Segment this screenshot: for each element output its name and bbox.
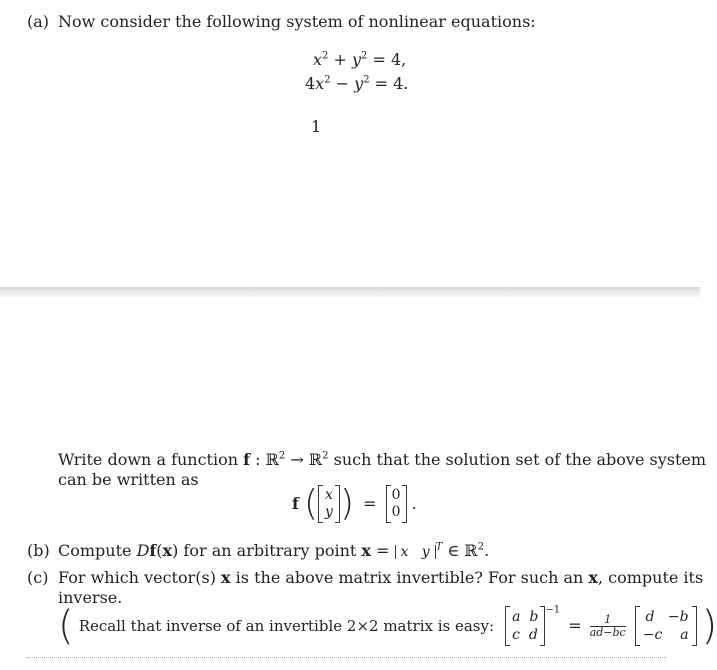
frac-num: 1 [590,614,626,627]
b-D: D [136,541,150,560]
part-a-text: Now consider the following system of nonlinear equations: [58,12,536,31]
page-separator [0,287,700,297]
row-y: y [421,543,430,560]
f-symbol-2: f [292,494,299,513]
eq2-rhs: = 4. [369,74,409,93]
c-text-3: , compute its [597,568,704,587]
zero-bottom: 0 [391,504,401,520]
b-x-2: x [361,541,371,560]
adj-a: a [680,627,689,643]
cut-off-line [27,663,667,669]
domain-exp: 2 [278,450,286,462]
input-vector [318,485,340,523]
recall-box: ( Recall that inverse of an invertible 2×2 matrix is easy: a b c $d^{-1}$ = $\frac{1}{ad-bc}$ d −b −c a ) [58,603,717,649]
c-text-4: inverse. [58,588,123,607]
part-a-label: (a) [27,12,50,31]
eq1-rhs: = 4, [367,50,407,69]
eq1-x: x [313,50,323,69]
f-symbol: f [243,450,251,469]
c-x: x [221,568,231,587]
period: . [411,494,417,513]
transpose: T [435,541,443,553]
eq1-x-exp: 2 [322,50,329,62]
inverse-exp: −1 [545,604,561,616]
b-in: ∈ ℝ [442,541,478,560]
fraction [590,614,626,639]
part-b-text [58,541,489,561]
write-text-2: such that the solution set of the above system [328,450,707,469]
c-text-2: is the above matrix invertible? For such an [230,568,589,587]
eq1-y-exp: 2 [361,50,368,62]
m-d: d [528,627,538,643]
frac-den: ad−bc [589,625,626,639]
c-text-1: For which vector(s) [58,568,222,587]
function-equation: f ( x y ) = 0 0 . [292,483,417,524]
equation-1 [313,50,406,70]
eq2-minus: − [330,74,355,93]
b-eq: = [370,541,395,560]
equals-sign: = [363,494,377,513]
page-number: 1 [311,117,322,136]
domain: : ℝ [250,450,279,469]
b-text-2: for an arbitrary point [178,541,362,560]
adj-neg-c: −c [642,627,663,643]
row-vector [395,545,436,559]
page-bottom [0,297,717,670]
eq2-x-exp: 2 [324,74,331,86]
b-f: f [149,541,157,560]
vec-x: x [325,487,333,503]
m-a: a [512,609,521,625]
matrix-adj [635,606,697,646]
vec-y: y [325,504,333,520]
eq2-y-exp: 2 [363,74,370,86]
zero-top: 0 [391,487,401,503]
recall-eq: = [568,616,582,635]
eq1-plus: + [328,50,352,69]
b-x: x [162,541,173,560]
b-end: . [484,541,490,560]
page-top [0,0,700,287]
m-b: b [529,609,539,625]
codomain: → ℝ [285,450,323,469]
b-text-1: Compute [58,541,137,560]
c-x-2: x [588,568,598,587]
row-x: x [400,543,409,560]
eq2-y: y [354,74,364,93]
matrix-abcd [505,606,545,646]
recall-text: Recall that inverse of an invertible 2×2 matrix is easy: [78,617,495,635]
b-in-exp: 2 [477,541,485,553]
codomain-exp: 2 [322,450,329,462]
b-close: ) [172,541,179,560]
m-c: c [512,627,520,643]
eq1-y: y [351,50,362,69]
adj-d: d [645,609,655,625]
part-c-label: (c) [27,568,49,587]
b-open: ( [156,541,163,560]
write-text-3: can be written as [58,470,199,489]
eq2-coef: 4 [305,74,316,93]
part-b-label: (b) [27,541,50,560]
equation-2 [305,74,408,94]
eq2-x: x [315,74,325,93]
zero-vector [386,485,407,523]
adj-neg-b: −b [667,609,689,625]
write-text: Write down a function [58,450,239,469]
write-down-line [58,450,706,470]
part-c-text [58,568,703,588]
